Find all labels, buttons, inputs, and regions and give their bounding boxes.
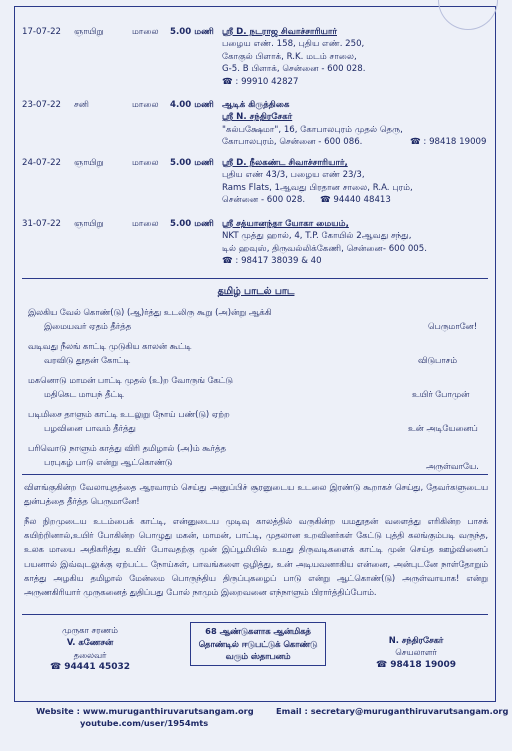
address-line: Rams Flats, 1ஆவது பிரதான சாலை, R.A. புரம், [222, 182, 413, 193]
event-day: ஞாயிறு [74, 27, 104, 37]
phone-number: ☎ : 98417 38039 & 40 [222, 256, 322, 267]
secretary-block [356, 634, 476, 671]
event-date: 23-07-22 [22, 100, 62, 110]
address-line: "கல்பக்ஷேமா", 16, கோபாலபுரம் முதல் தெரு, [222, 124, 403, 135]
verse-line: பரபுகழ் பாடு என்று ஆட்கொண்டு [44, 457, 173, 467]
phone-number: ☎ : 99910 42827 [222, 76, 299, 87]
address-line: கோபாலபுரம், சென்னை - 600 086. [222, 137, 363, 148]
event-session: மாலை [132, 100, 159, 110]
event-time: 5.00 மணி [170, 27, 214, 37]
event-title: ஆடிக் கிருத்திகை [222, 100, 290, 110]
verse-line: இலகிய வேல் கொண்(டு) (ஆ)ர்த்து உடலிரு கூறு (அ)ன்று ஆக்கி [28, 307, 272, 317]
event-date: 17-07-22 [22, 27, 62, 37]
divider [22, 474, 488, 475]
verse-line: இமையவர் ஏதம் தீர்த்த [44, 321, 132, 331]
event-day: சனி [74, 100, 90, 110]
address-line: புதிய எண் 43/3, பழைய எண் 23/3, [222, 170, 365, 181]
organization-note [190, 622, 326, 666]
note-line: 68 ஆண்டுகளாக ஆன்மிகத் [205, 626, 311, 636]
note-line: தொண்டில் ஈடுபட்டுக் கொண்டு [198, 638, 318, 649]
youtube-link[interactable]: youtube.com/user/1954mts [80, 718, 209, 728]
verse-line: பழவினை பாவம் தீர்த்து [44, 423, 136, 433]
event-session: மாலை [132, 219, 159, 229]
host-name: ஸ்ரீ சத்யானந்தா யோகா மையம், [222, 219, 349, 229]
verse-end: அருள்வாயே. [426, 461, 479, 471]
event-details [222, 26, 502, 88]
motto: முருகா சரணம் [62, 625, 118, 635]
event-details [222, 218, 502, 268]
event-time: 5.00 மணி [170, 158, 214, 168]
verse-line: வரவிடு தூதன் கோட்டி [44, 355, 131, 365]
secretary-role: செயலாளர் [395, 647, 437, 658]
divider [22, 614, 488, 615]
secretary-name: N. சந்திரசேகர் [388, 635, 444, 645]
meaning-paragraph: நீல நிறமுடைய உடம்பைக் காட்டி, என்னுடைய முடிவு காலத்தில் வருகின்ற யமதூதன் வளைத்து எரிகின்ற பாசக் கயிற்றினால்,உயிர் போகின்ற பொழுது மகன், மாமன், பாட்டி, முதலான உறவினர்கள் கேட்டு புத்தி கலங்கும்படி வருந்த, உலக மாயை அதிகரித்து உயிர் போவதற்கு முன் இப்பூமியில் உமது திருவடிகளைக் காட்டி முன் செய்த ஊழ்வினைப் பயனால் இவ்வுடலுக்கு ஏற்பட்ட நோய்கள், பாவங்களை ஒழித்து, உன் அடியவனாகிய என்னை, அன்புடனே நாள்தோறும் காத்து அழகிய தமிழால் மேன்மை பொருந்திய திருப்புகழைப் பாடு என்று ஆட்கொண்(டு) அருள்வாயாக! என்று அருணகிரியார் முருகனைத் துதிப்பது போல் நாமும் இறைவனை எந்நாளும் பிரார்த்திப்போம். [24, 516, 488, 598]
divider [22, 278, 488, 279]
phone-number: ☎ : 98418 19009 [410, 137, 487, 147]
note-line: வரும் ஸ்தாபனம் [225, 651, 291, 662]
verse-end: உயிர் போமுன் [412, 389, 470, 399]
verse-end: பெருமானே! [428, 321, 478, 331]
event-date: 31-07-22 [22, 219, 62, 229]
verse-line: வடிவது நீலங் காட்டி முடுகிய காலன் கூட்டி [28, 341, 192, 351]
address-line: G-5. B பிளாக், சென்னை - 600 028. [222, 64, 366, 75]
event-session: மாலை [132, 27, 159, 37]
verse-line: மகனொடு மாமன் பாட்டி முதல் (உ)ற வோருங் கேட்டு [28, 375, 233, 385]
meaning-paragraph: விளங்குகின்ற வேலாயுதத்தை ஆரவாரம் செய்து அனுப்பிச் சூரனுடைய உடலை இரண்டு கூறாகச் செய்து, தேவர்களுடைய துன்பத்தை தீர்த்த பெருமானே! [24, 482, 488, 507]
host-name: ஸ்ரீ D. நீலகண்ட சிவாச்சாரியார், [222, 158, 348, 168]
address-line: சென்னை - 600 028. [222, 195, 306, 206]
president-phone: ☎ 94441 45032 [49, 662, 131, 673]
secretary-phone: ☎ 98418 19009 [375, 659, 457, 670]
verse-line: மதிகெட மாயந் தீட்டி [44, 389, 124, 399]
verse-line: படிமிசை தாளும் காட்டி உடலுறு நோய் பண்(டு) ஏற்ற [28, 409, 230, 419]
website-link[interactable]: Website : www.muruganthiruvarutsangam.org [36, 706, 254, 716]
event-day: ஞாயிறு [74, 219, 104, 229]
event-day: ஞாயிறு [74, 158, 104, 168]
event-time: 5.00 மணி [170, 219, 214, 229]
president-block [30, 624, 150, 674]
host-name: ஸ்ரீ N. சந்திரசேகர் [222, 112, 293, 123]
host-name: ஸ்ரீ D. நடராஜ சிவாச்சாரியார் [222, 27, 337, 37]
verse-end: விடுபாசம் [418, 355, 457, 365]
president-role: தலைவர் [73, 649, 107, 660]
verse-line: பரிவொடு நாளும் காத்து விரி தமிழால் (அ)ம் கூர்த்த [28, 443, 226, 453]
event-session: மாலை [132, 158, 159, 168]
section-title: தமிழ் பாடல் பாட [217, 286, 295, 297]
verse-end: உன் அடியேனைப் [408, 423, 478, 433]
address-line: பழைய எண். 158, புதிய எண். 250, [222, 39, 365, 50]
email-link[interactable]: Email : secretary@muruganthiruvarutsangam.org [276, 706, 509, 716]
president-name: V. கணேசன் [66, 637, 114, 648]
address-line: கோகுல் பிளாக், R.K. மடம் சாலை, [222, 51, 357, 62]
address-line: டில் ஹவுஸ், திருவல்லிக்கேணி, சென்னை- 600 005. [222, 243, 427, 254]
phone-number: ☎ 94440 48413 [320, 195, 391, 205]
address-line: NKT முத்து ஹால், 4, T.P. கோயில் 2ஆவது சந்து, [222, 231, 412, 242]
event-time: 4.00 மணி [170, 100, 214, 110]
event-date: 24-07-22 [22, 158, 62, 168]
